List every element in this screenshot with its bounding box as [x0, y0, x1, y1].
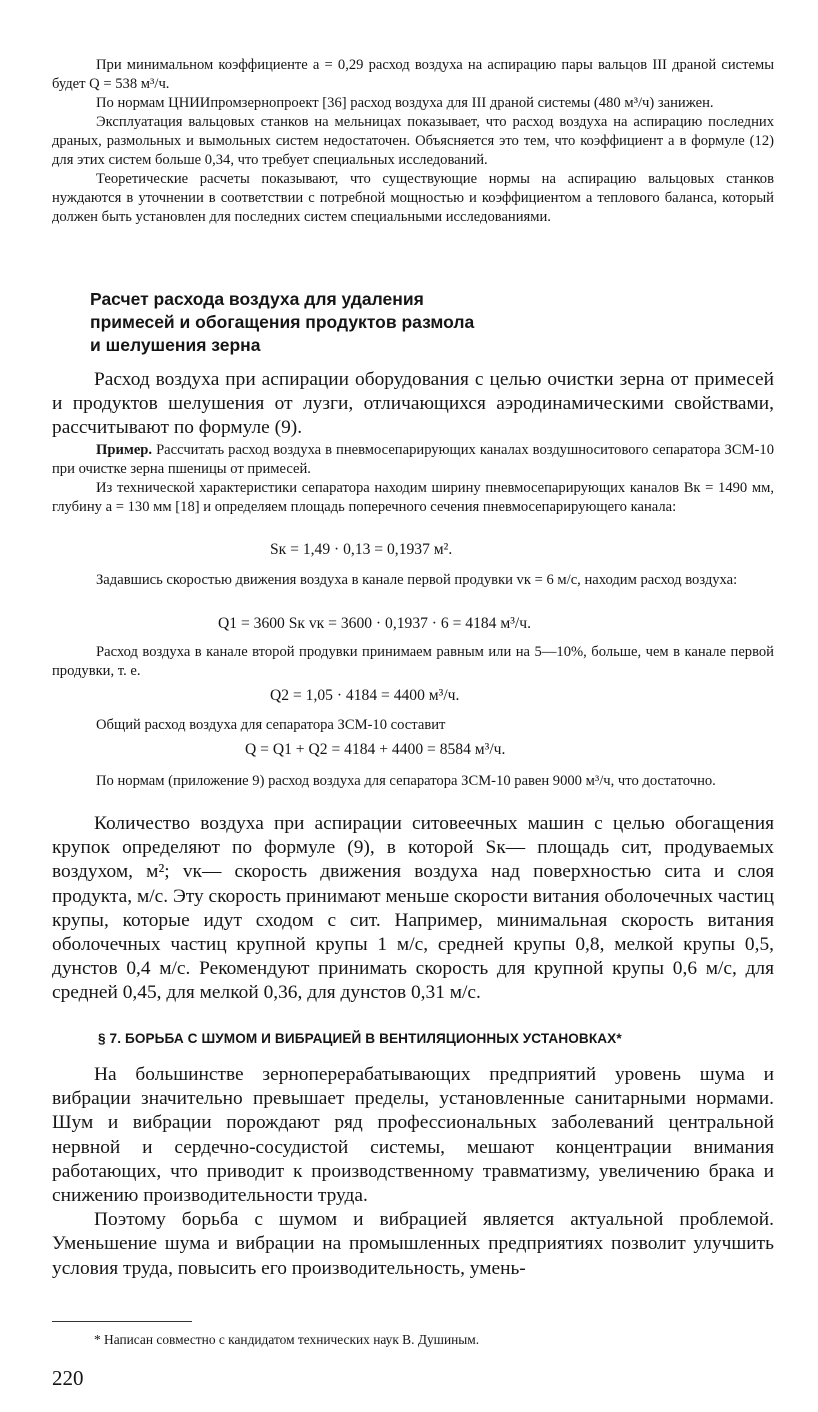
paragraph-second-blow: Расход воздуха в канале второй продувки принимаем равным или на 5—10%, больше, чем в канале первой продувки, т. е.	[52, 644, 774, 679]
example-lead: Пример.	[96, 442, 153, 458]
text-block-top	[52, 56, 774, 227]
heading-line-3: и шелушения зерна	[90, 335, 261, 355]
heading-line-1: Расчет расхода воздуха для удаления	[90, 289, 424, 309]
paragraph-velocity: Задавшись скоростью движения воздуха в канале первой продувки vк = 6 м/с, находим расход воздуха:	[96, 572, 738, 588]
text-block-velocity	[52, 571, 774, 590]
text-block-sieves	[52, 812, 774, 1006]
formula-q1: Q1 = 3600 Sк vк = 3600 · 0,1937 · 6 = 4184 м³/ч.	[218, 615, 531, 632]
text-block-norms	[52, 772, 774, 791]
paragraph-example	[52, 441, 774, 479]
text-block-noise	[52, 1063, 774, 1281]
section-heading: § 7. БОРЬБА С ШУМОМ И ВИБРАЦИЕЙ В ВЕНТИЛЯЦИОННЫХ УСТАНОВКАХ*	[98, 1031, 622, 1046]
paragraph-noise-level: На большинстве зерноперерабатывающих предприятий уровень шума и вибрации значительно превышает пределы, установленные санитарными нормами. Шум и вибрации порождают ряд профессиональных заболеваний центральной нервной и сердечно-сосудистой системы, мешают концентрации внимания работающих, что приводит к производственному травматизму, увеличению брака и снижению производительности труда.	[52, 1064, 774, 1207]
paragraph-noise-control: Поэтому борьба с шумом и вибрацией является актуальной проблемой. Уменьшение шума и вибрации на промышленных предприятиях позволит улучшить условия труда, повысить его производительность, умень-	[52, 1209, 774, 1279]
paragraph-min-coefficient: При минимальном коэффициенте a = 0,29 расход воздуха на аспирацию пары вальцов III драной системы будет Q = 538 м³/ч.	[52, 57, 774, 92]
heading-line-2: примесей и обогащения продуктов размола	[90, 312, 475, 332]
paragraph-theoretical: Теоретические расчеты показывают, что существующие нормы на аспирацию вальцовых станков нуждаются в уточнении в соответствии с потребной мощностью и коэффициентом a теплового баланса, который должен быть установлен для последних систем специальными исследованиями.	[52, 171, 774, 225]
subsection-heading	[90, 288, 590, 357]
formula-q2: Q2 = 1,05 · 4184 = 4400 м³/ч.	[270, 687, 460, 704]
formula-q-total: Q = Q1 + Q2 = 4184 + 4400 = 8584 м³/ч.	[245, 741, 506, 758]
paragraph-characteristic: Из технической характеристики сепаратора находим ширину пневмосепарирующих каналов Bк = 1490 мм, глубину a = 130 мм [18] и определяем площадь поперечного сечения пневмосепарирующего канала:	[52, 480, 774, 515]
text-block-total	[52, 716, 774, 735]
paragraph-norms-tsnii: По нормам ЦНИИпромзернопроект [36] расход воздуха для III драной системы (480 м³/ч) занижен.	[96, 95, 714, 111]
footnote-divider	[52, 1321, 192, 1322]
paragraph-air-consumption: Расход воздуха при аспирации оборудования с целью очистки зерна от примесей и продуктов шелушения от лузги, отличающихся аэродинамическими свойствами, рассчитывают по формуле (9).	[52, 369, 774, 439]
page-number: 220	[52, 1366, 84, 1390]
paragraph-total: Общий расход воздуха для сепаратора ЗСМ-10 составит	[96, 717, 446, 733]
footnote: * Написан совместно с кандидатом технических наук В. Душиным.	[94, 1332, 480, 1347]
text-block-intro	[52, 368, 774, 441]
paragraph-norms-appendix: По нормам (приложение 9) расход воздуха для сепаратора ЗСМ-10 равен 9000 м³/ч, что достаточно.	[96, 773, 716, 789]
example-block	[52, 441, 774, 517]
example-text: Рассчитать расход воздуха в пневмосепарирующих каналах воздушноситового сепаратора ЗСМ-10 при очистке зерна пшеницы от примесей.	[52, 442, 774, 477]
paragraph-sieve-machines: Количество воздуха при аспирации ситовеечных машин с целью обогащения крупок определяют по формуле (9), в которой Sк— площадь сит, продуваемых воздухом, м²; vк— скорость движения воздуха над поверхностью сита и слоя продукта, м/с. Эту скорость принимают меньше скорости витания оболочечных частиц крупы, которые идут сходом с сит. Например, минимальная скорость витания оболочечных частиц крупной крупы 1 м/с, средней крупы 0,8, мелкой крупы 0,5, дунстов 0,4 м/с. Рекомендуют принимать скорость для крупной крупы 0,6 м/с, для средней 0,45, для мелкой 0,36, для дунстов 0,31 м/с.	[52, 813, 774, 1004]
text-block-second-blow	[52, 643, 774, 681]
formula-area: Sк = 1,49 · 0,13 = 0,1937 м².	[270, 541, 453, 558]
paragraph-exploitation: Эксплуатация вальцовых станков на мельницах показывает, что расход воздуха на аспирацию последних драных, размольных и вымольных систем недостаточен. Объясняется это тем, что коэффициент a в формуле (12) для этих систем больше 0,34, что требует специальных исследований.	[52, 114, 774, 168]
